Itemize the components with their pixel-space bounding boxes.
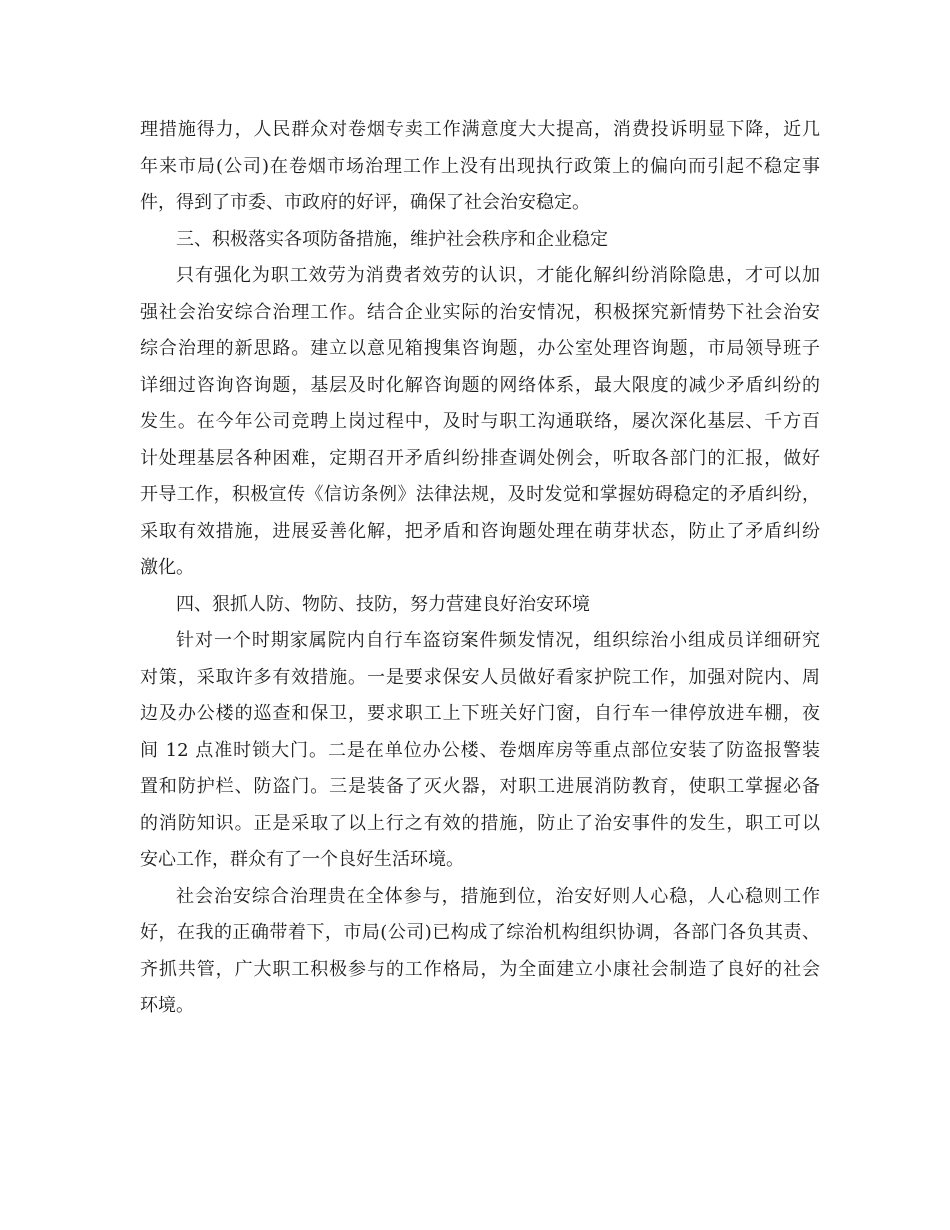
text-line: 计处理基层各种困难，定期召开矛盾纠纷排查调处例会，听取各部门的汇报，做好 bbox=[140, 448, 820, 469]
text-line: 对策，采取许多有效措施。一是要求保安人员做好看家护院工作，加强对院内、周 bbox=[140, 667, 820, 688]
text-line: 针对一个时期家属院内自行车盗窃案件频发情况，组织综治小组成员详细研究 bbox=[176, 630, 820, 651]
text-line: 好，在我的正确带着下，市局(公司)已构成了综治机构组织协调，各部门各负其责、 bbox=[140, 922, 820, 943]
text-line: 置和防护栏、防盗门。三是装备了灭火器，对职工进展消防教育，使职工掌握必备 bbox=[140, 776, 820, 797]
section-heading: 四、狠抓人防、物防、技防，努力营建良好治安环境 bbox=[176, 594, 590, 615]
text-line: 的消防知识。正是采取了以上行之有效的措施，防止了治安事件的发生，职工可以 bbox=[140, 813, 820, 834]
text-line: 激化。 bbox=[140, 557, 194, 578]
text-line: 边及办公楼的巡查和保卫，要求职工上下班关好门窗，自行车一律停放进车棚，夜 bbox=[140, 703, 820, 724]
text-line: 发生。在今年公司竞聘上岗过程中，及时与职工沟通联络，屡次深化基层、千方百 bbox=[140, 411, 820, 432]
section-heading: 三、积极落实各项防备措施，维护社会秩序和企业稳定 bbox=[176, 229, 608, 250]
text-line: 采取有效措施，进展妥善化解，把矛盾和咨询题处理在萌芽状态，防止了矛盾纠纷 bbox=[140, 521, 820, 542]
text-line: 强社会治安综合治理工作。结合企业实际的治安情况，积极探究新情势下社会治安 bbox=[140, 302, 820, 323]
text-line: 间 12 点准时锁大门。二是在单位办公楼、卷烟库房等重点部位安装了防盗报警装 bbox=[140, 740, 820, 761]
text-line: 理措施得力，人民群众对卷烟专卖工作满意度大大提高，消费投诉明显下降，近几 bbox=[140, 119, 820, 140]
text-line: 综合治理的新思路。建立以意见箱搜集咨询题，办公室处理咨询题，市局领导班子 bbox=[140, 338, 820, 359]
text-line: 安心工作，群众有了一个良好生活环境。 bbox=[140, 849, 464, 870]
text-line: 只有强化为职工效劳为消费者效劳的认识，才能化解纠纷消除隐患，才可以加 bbox=[176, 265, 820, 286]
text-line: 详细过咨询咨询题，基层及时化解咨询题的网络体系，最大限度的减少矛盾纠纷的 bbox=[140, 375, 820, 396]
text-line: 环境。 bbox=[140, 995, 194, 1016]
text-line: 开导工作，积极宣传《信访条例》法律法规，及时发觉和掌握妨碍稳定的矛盾纠纷， bbox=[140, 484, 820, 505]
text-line: 年来市局(公司)在卷烟市场治理工作上没有出现执行政策上的偏向而引起不稳定事 bbox=[140, 156, 820, 177]
text-line: 社会治安综合治理贵在全体参与，措施到位，治安好则人心稳，人心稳则工作 bbox=[176, 886, 820, 907]
text-line: 齐抓共管，广大职工积极参与的工作格局，为全面建立小康社会制造了良好的社会 bbox=[140, 959, 820, 980]
text-line: 件，得到了市委、市政府的好评，确保了社会治安稳定。 bbox=[140, 192, 590, 213]
